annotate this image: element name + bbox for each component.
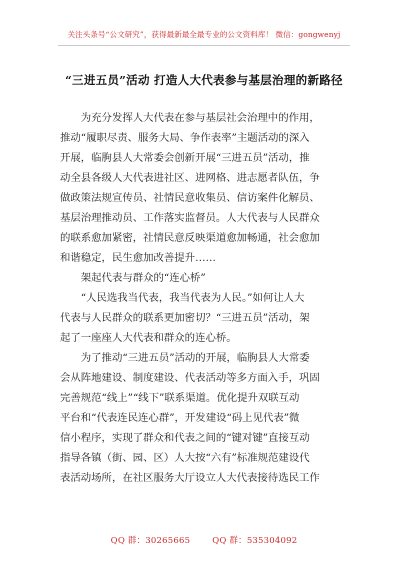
body-line: 为了推动“三进五员”活动的开展，临朐县人大常委	[60, 352, 310, 364]
body-line: 指导各镇（街、园、区）人大按“六有”标准规范建设代	[60, 452, 310, 464]
body-line: 起了一座座人大代表和群众的连心桥。	[60, 332, 237, 344]
body-line: 表活动场所，在社区服务大厅设立人大代表接待选民工作	[60, 472, 320, 484]
header-notice: 关注头条号“公文研究”，获得最新最全最专业的公文资料库！ 微信：gongwenyj	[67, 30, 341, 39]
footer-qq-groups	[0, 534, 408, 546]
body-line: “人民选我当代表，我当代表为人民。”如何让人大	[60, 292, 305, 304]
body-line: 信小程序，实现了群众和代表之间的“键对键”直接互动	[60, 432, 310, 444]
body-line: 平台和“代表连民连心群”，开发建设“码上见代表”微	[60, 412, 300, 424]
header-divider	[58, 45, 350, 46]
body-line: 完善规范“线上”“线下”联系渠道。优化提升双联互动	[60, 392, 300, 404]
body-line: 推动“履职尽责、服务大局、争作表率”主题活动的深入	[60, 132, 310, 144]
body-line: 和谐稳定，民生愈加改善提升……	[60, 252, 216, 264]
body-line: 架起代表与群众的“连心桥”	[60, 272, 206, 284]
body-line: 会从阵地建设、制度建设、代表活动等多方面入手，巩固	[60, 372, 320, 384]
body-line: 做政策法规宣传员、社情民意收集员、信访案件化解员、	[60, 192, 320, 204]
footer-qq-right: QQ 群：535304092	[212, 536, 298, 546]
footer-qq-left: QQ 群：30265665	[110, 536, 191, 546]
body-line: 动全县各级人大代表进社区、进网格、进志愿者队伍，争	[60, 172, 320, 184]
document-body	[60, 108, 352, 488]
document-title: “三进五员”活动 打造人大代表参与基层治理的新路径	[65, 73, 343, 87]
body-line: 的联系愈加紧密，社情民意反映渠道愈加畅通，社会愈加	[60, 232, 320, 244]
body-line: 开展，临朐县人大常委会创新开展“三进五员”活动，推	[60, 152, 310, 164]
body-line: 为充分发挥人大代表在参与基层社会治理中的作用，	[60, 112, 320, 124]
body-line: 代表与人民群众的联系更加密切？“三进五员”活动，架	[60, 312, 310, 324]
body-line: 基层治理推动员、工作落实监督员。人大代表与人民群众	[60, 212, 320, 224]
